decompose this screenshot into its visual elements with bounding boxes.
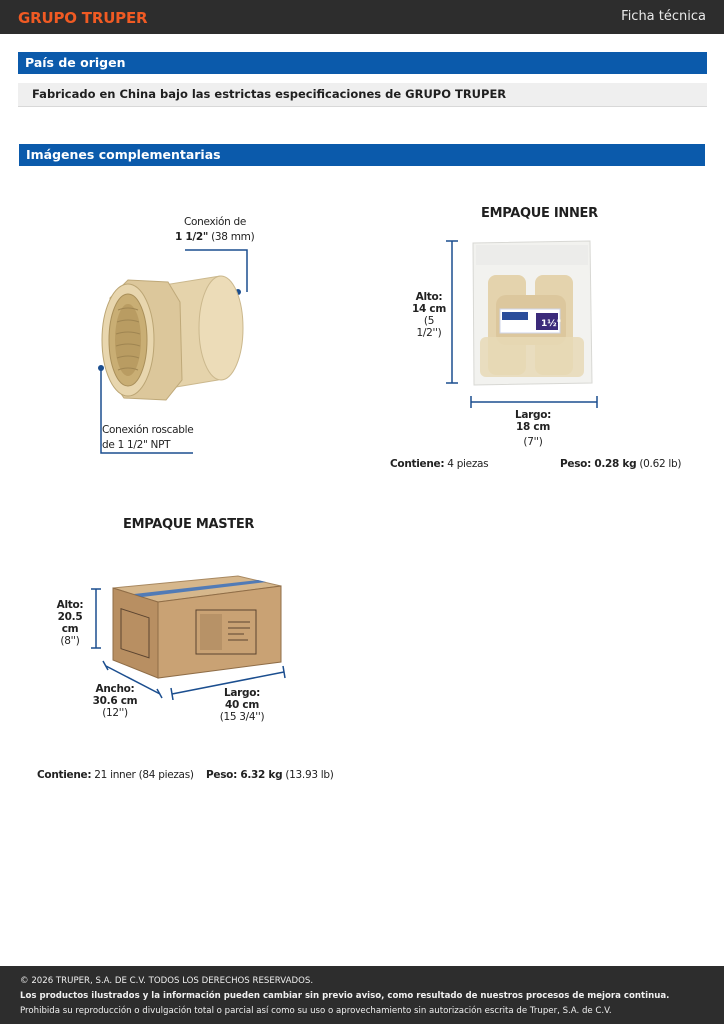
inner-weight-kg: 0.28 kg [590, 458, 637, 470]
master-contents-label: Contiene: [37, 769, 92, 781]
master-largo-in: (15 3/4'') [219, 711, 265, 723]
inner-contents [390, 458, 488, 470]
master-ancho-in: (12'') [102, 707, 128, 719]
master-ancho [88, 683, 142, 719]
origin-text: Fabricado en China bajo las estrictas especificaciones de GRUPO TRUPER [18, 83, 707, 107]
master-ancho-label: Ancho: [95, 683, 135, 695]
footer-notice: Los productos ilustrados y la información pueden cambiar sin previo aviso, como resultado de nuestros procesos de mejora continua. [20, 991, 670, 1001]
master-box-illustration [88, 570, 293, 700]
conn-bottom-label: Conexión roscable [102, 424, 194, 436]
master-alto [48, 599, 92, 647]
inner-largo-cm: 18 cm [516, 421, 550, 433]
inner-contents-value: 4 piezas [444, 458, 489, 470]
conn-top-label: Conexión de [184, 216, 247, 228]
inner-weight-label: Peso: [560, 458, 591, 470]
document-type: Ficha técnica [621, 9, 706, 24]
master-largo-cm: 40 cm [225, 699, 259, 711]
master-weight-kg: 6.32 kg [236, 769, 283, 781]
inner-largo-in: (7'') [523, 436, 543, 448]
top-bar [0, 0, 724, 34]
inner-package-size-label: 1½" [541, 319, 562, 329]
inner-contents-label: Contiene: [390, 458, 445, 470]
master-largo [214, 687, 270, 723]
master-alto-label: Alto: [56, 599, 84, 611]
inner-largo-label: Largo: [514, 409, 552, 421]
master-weight-label: Peso: [206, 769, 237, 781]
footer-prohibition: Prohibida su reproducción o divulgación total o parcial así como su uso o aprovechamiento sin autorización escrita de Truper, S.A. de C.V. [20, 1006, 612, 1016]
master-ancho-cm: 30.6 cm [92, 695, 138, 707]
origin-section-title: País de origen [18, 52, 707, 74]
master-alto-in: (8'') [60, 635, 80, 647]
footer-copyright: © 2026 TRUPER, S.A. DE C.V. TODOS LOS DERECHOS RESERVADOS. [20, 976, 314, 986]
conn-top-size-inch: 1 1/2" [175, 231, 209, 243]
inner-title: EMPAQUE INNER [481, 206, 598, 221]
conn-top-size-mm: (38 mm) [208, 231, 255, 243]
inner-alto-cm: 14 cm [412, 303, 446, 315]
inner-largo [508, 409, 558, 448]
inner-package-illustration [440, 235, 610, 410]
inner-weight [560, 458, 681, 470]
inner-alto [410, 291, 448, 339]
conn-top-size [175, 231, 254, 243]
inner-alto-label: Alto: [415, 291, 443, 303]
inner-weight-lb: (0.62 lb) [636, 458, 682, 470]
master-title: EMPAQUE MASTER [123, 517, 255, 532]
images-section-title: Imágenes complementarias [19, 144, 705, 166]
inner-alto-in: (5 1/2'') [416, 315, 442, 339]
brand-logo: GRUPO TRUPER [18, 9, 148, 27]
master-weight-lb: (13.93 lb) [282, 769, 334, 781]
conn-bottom-size: de 1 1/2" NPT [102, 439, 171, 451]
footer [0, 966, 724, 1024]
master-alto-cm: 20.5 cm [57, 611, 83, 635]
master-largo-label: Largo: [223, 687, 261, 699]
master-contents [37, 769, 194, 781]
master-contents-value: 21 inner (84 piezas) [91, 769, 194, 781]
master-weight [206, 769, 334, 781]
